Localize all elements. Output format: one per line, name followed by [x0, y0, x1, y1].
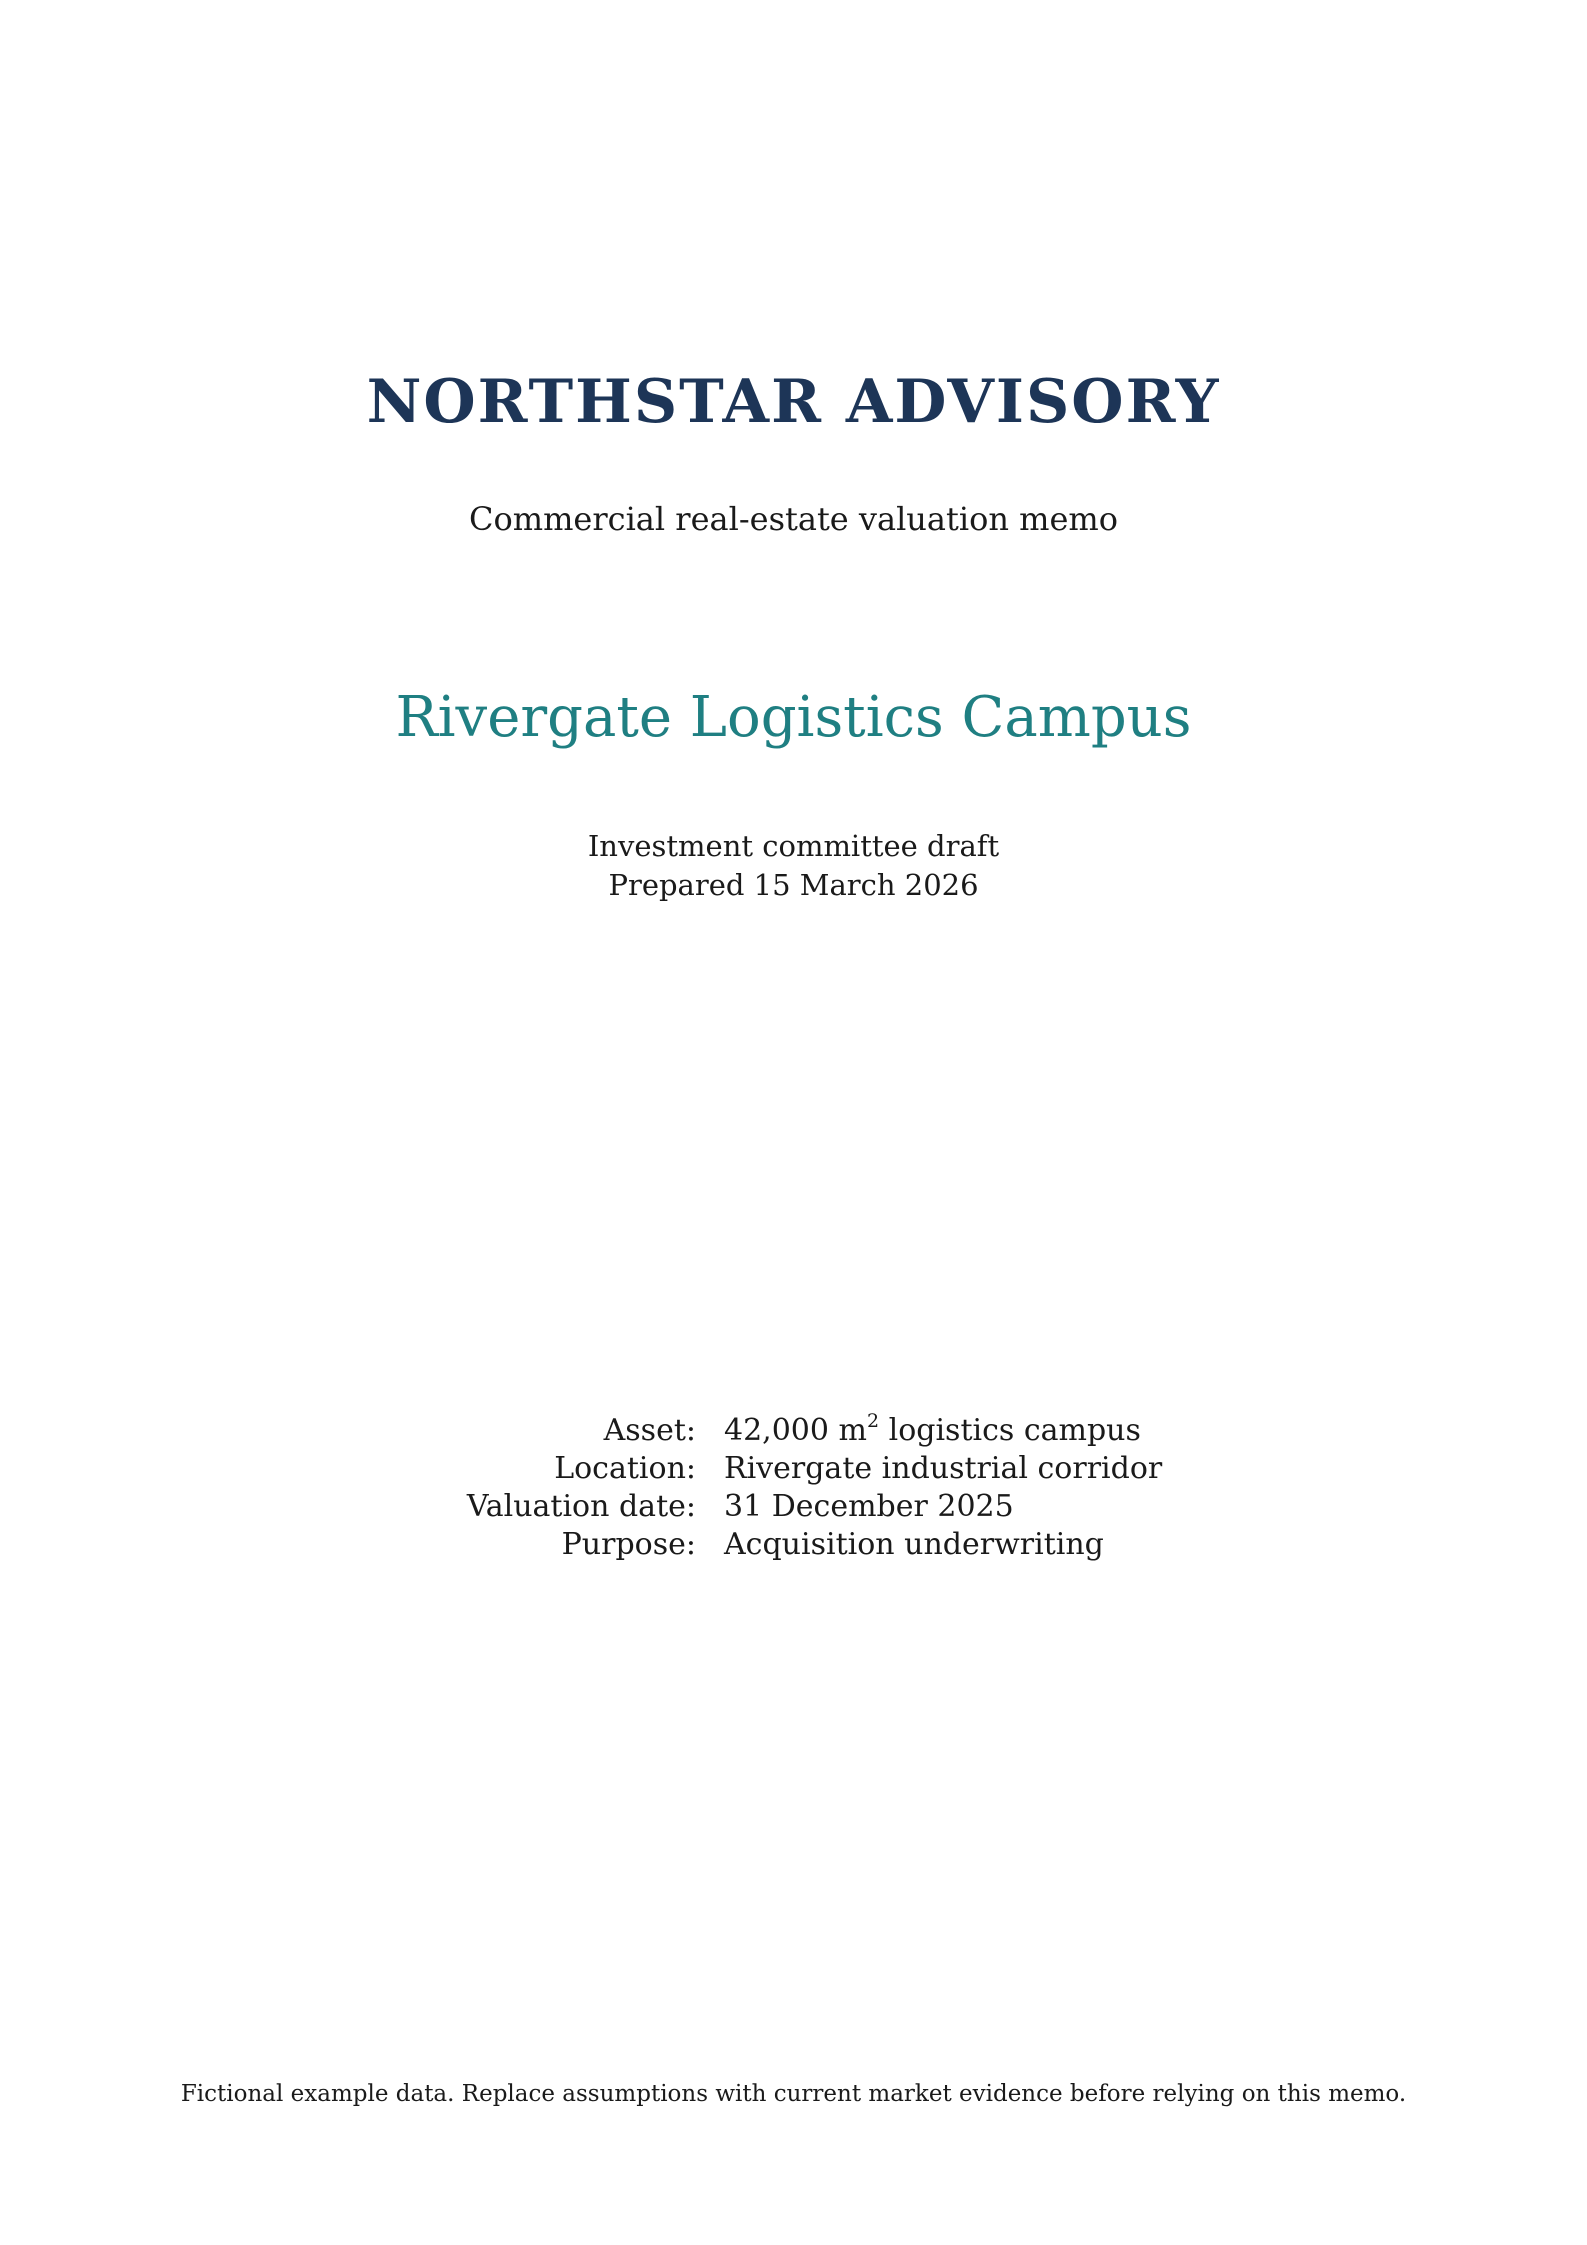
detail-label: Asset: [603, 1413, 696, 1448]
detail-label: Valuation date: [466, 1489, 696, 1524]
detail-row-location [0, 1450, 1587, 1488]
draft-status: Investment committee draft [587, 829, 1000, 863]
asset-type: logistics campus [879, 1413, 1141, 1448]
detail-row-asset [0, 1412, 1587, 1450]
memo-subtitle: Commercial real-estate valuation memo [468, 500, 1119, 538]
detail-value: Acquisition underwriting [724, 1527, 1104, 1562]
detail-row-valuation-date [0, 1488, 1587, 1526]
prepared-date: Prepared 15 March 2026 [608, 868, 979, 902]
detail-value: Rivergate industrial corridor [724, 1451, 1163, 1486]
detail-label: Location: [554, 1451, 696, 1486]
firm-name: NORTHSTAR ADVISORY [366, 367, 1221, 437]
draft-info [0, 827, 1587, 905]
detail-value [724, 1412, 1141, 1450]
detail-value: 31 December 2025 [724, 1489, 1014, 1524]
detail-label: Purpose: [561, 1527, 696, 1562]
detail-row-purpose [0, 1526, 1587, 1564]
asset-details [0, 1412, 1587, 1564]
disclaimer-note: Fictional example data. Replace assumptions with current market evidence before relying on this memo. [180, 2081, 1407, 2107]
property-title: Rivergate Logistics Campus [395, 685, 1192, 750]
area-exponent: 2 [866, 1410, 880, 1432]
asset-area: 42,000 m [724, 1413, 867, 1448]
